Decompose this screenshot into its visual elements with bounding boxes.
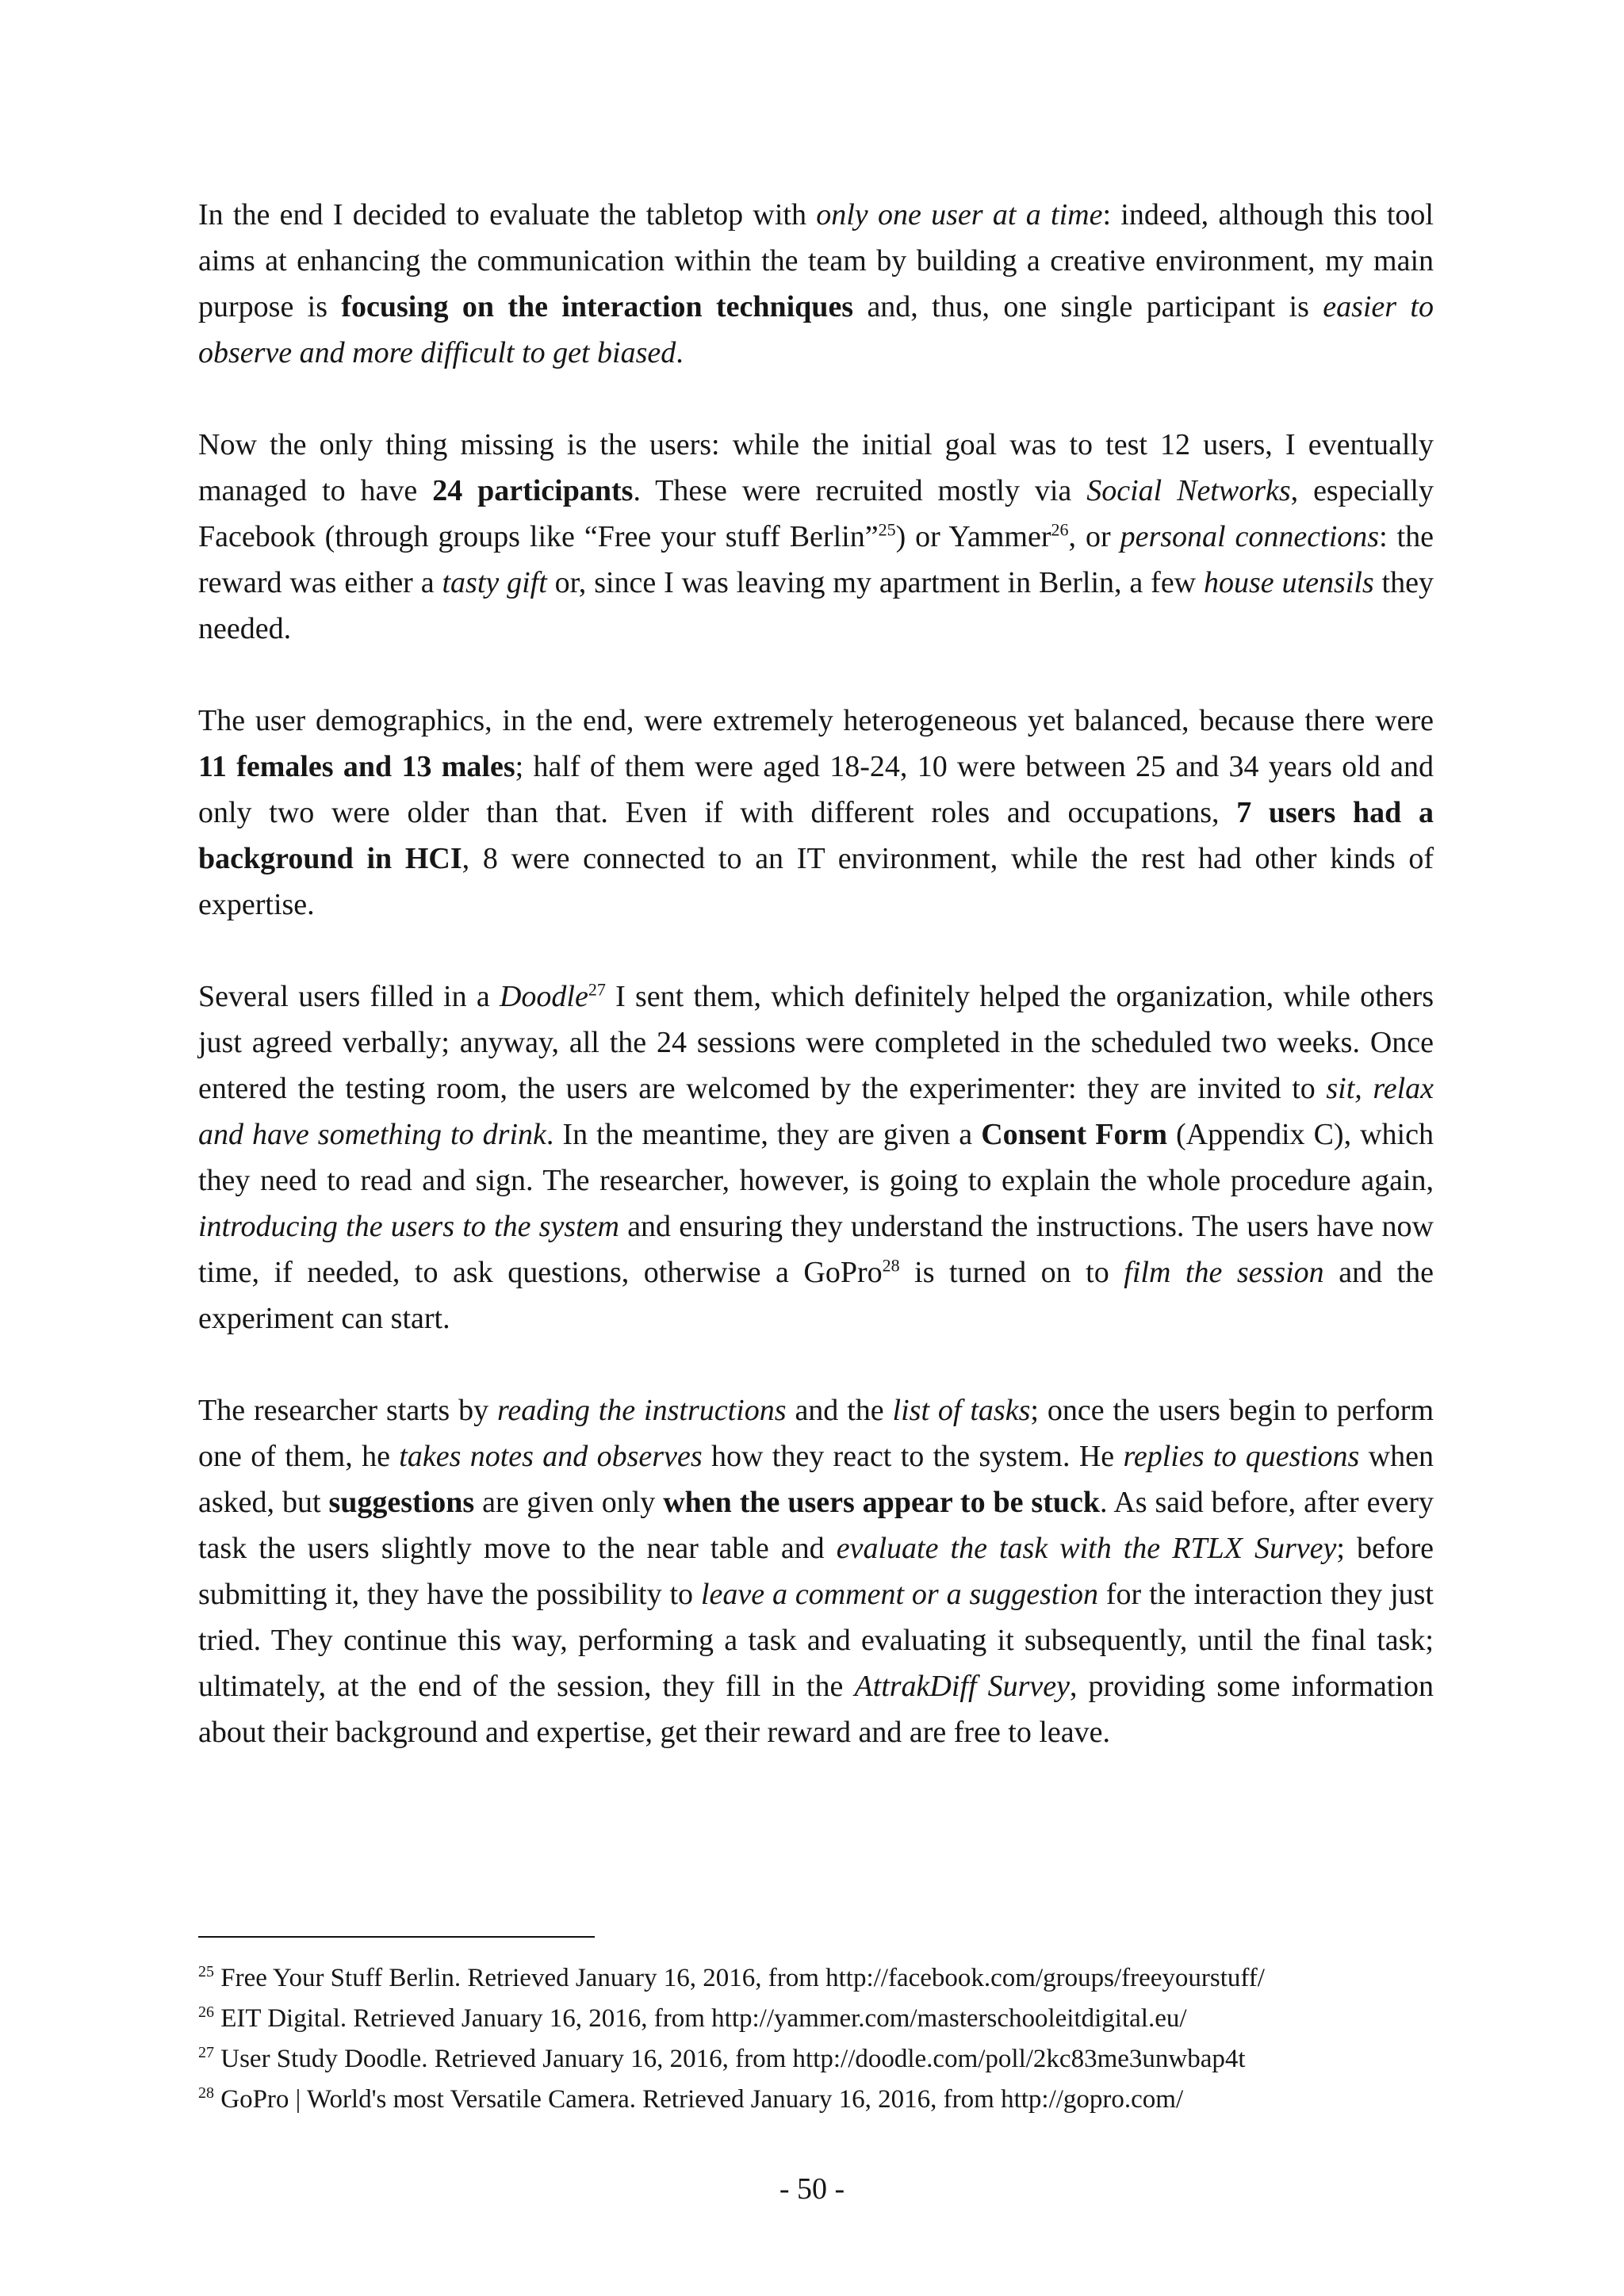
text-run: Now the only thing missing is the users: while the initial goal was to test 12 users, I eventually managed to have (198, 428, 1434, 507)
paragraph-session-start (198, 974, 1434, 1341)
text-run: . These were recruited mostly via (633, 474, 1087, 507)
footnote-text: EIT Digital. Retrieved January 16, 2016, from http://yammer.com/masterschooleitdigital.eu/ (214, 2004, 1187, 2033)
footnote-27 (198, 2039, 1467, 2080)
italic-text: Doodle (499, 980, 588, 1013)
footnote-25 (198, 1958, 1467, 1999)
footnote-26 (198, 1999, 1467, 2039)
text-run: : indeed, although this tool aims at enhancing the communication within the team by building a creative environment, my main purpose is (198, 198, 1434, 323)
main-text (198, 192, 1434, 1801)
italic-text: leave a comment or a suggestion (700, 1578, 1099, 1611)
footnote-text: GoPro | World's most Versatile Camera. Retrieved January 16, 2016, from http://gopro.com/ (214, 2085, 1184, 2114)
text-run: and the (786, 1394, 893, 1427)
text-run: ; once the users begin to perform one of them, he (198, 1394, 1434, 1473)
bold-text: suggestions (328, 1486, 475, 1519)
bold-text: 7 users had a background in HCI (198, 796, 1434, 875)
text-run: . In the meantime, they are given a (546, 1118, 982, 1151)
text-run: Several users filled in a (198, 980, 500, 1013)
footnote-number: 28 (198, 2084, 214, 2102)
paragraph-recruitment (198, 422, 1434, 652)
text-run: and, thus, one single participant is (853, 290, 1323, 323)
italic-text: film the session (1124, 1256, 1324, 1289)
italic-text: takes notes and observes (399, 1440, 703, 1473)
text-run: The user demographics, in the end, were extremely heterogeneous yet balanced, because there were (198, 704, 1434, 737)
text-run: ; before submitting it, they have the possibility to (198, 1532, 1434, 1611)
footnote-divider (198, 1936, 595, 1938)
text-run: is turned on to (899, 1256, 1124, 1289)
text-run: (Appendix C), which they need to read and sign. The researcher, however, is going to explain the whole procedure again, (198, 1118, 1434, 1197)
text-run: or, since I was leaving my apartment in Berlin, a few (546, 566, 1205, 599)
bold-text: Consent Form (981, 1118, 1167, 1151)
italic-text: Social Networks (1086, 474, 1291, 507)
text-run: The researcher starts by (198, 1394, 498, 1427)
text-run: In the end I decided to evaluate the tabletop with (198, 198, 817, 232)
footnote-text: User Study Doodle. Retrieved January 16, 2016, from http://doodle.com/poll/2kc83me3unwbap4t (214, 2045, 1246, 2073)
text-run: , 8 were connected to an IT environment, while the rest had other kinds of expertise. (198, 842, 1434, 921)
paragraph-procedure (198, 1387, 1434, 1755)
bold-text: 11 females and 13 males (198, 750, 515, 783)
italic-text: tasty gift (442, 566, 547, 599)
text-run: ; half of them were aged 18-24, 10 were between 25 and 34 years old and only two were older than that. Even if with different roles and occupations, (198, 750, 1434, 829)
italic-text: easier to observe and more difficult to get biased (198, 290, 1434, 369)
footnote-number: 27 (198, 2044, 214, 2061)
text-run: when asked, but (198, 1440, 1434, 1519)
text-run: how they react to the system. He (702, 1440, 1124, 1473)
text-run: . (676, 336, 684, 369)
italic-text: list of tasks (892, 1394, 1031, 1427)
footnote-text: Free Your Stuff Berlin. Retrieved January 16, 2016, from http://facebook.com/groups/freeyourstuff/ (214, 1964, 1265, 1992)
footnote-28 (198, 2080, 1467, 2120)
italic-text: sit, relax and have something to drink (198, 1072, 1434, 1151)
text-run: , providing some information about their background and expertise, get their reward and are free to leave. (198, 1670, 1434, 1749)
footnote-number: 26 (198, 2003, 214, 2021)
italic-text: personal connections (1120, 520, 1380, 553)
text-run: for the interaction they just tried. They continue this way, performing a task and evaluating it subsequently, until the final task; ultimately, at the end of the session, they fill in the (198, 1578, 1434, 1703)
italic-text: reading the instructions (497, 1394, 787, 1427)
text-run: they needed. (198, 566, 1434, 645)
footnote-reference: 25 (878, 519, 896, 540)
italic-text: only one user at a time (816, 198, 1103, 232)
footnote-reference: 26 (1051, 519, 1069, 540)
text-run: and the experiment can start. (198, 1256, 1434, 1335)
text-run: ) or Yammer (895, 520, 1051, 553)
italic-text: evaluate the task with the RTLX Survey (836, 1532, 1337, 1565)
text-run: , especially Facebook (through groups like “Free your stuff Berlin” (198, 474, 1434, 553)
footnote-reference: 28 (882, 1255, 900, 1276)
italic-text: house utensils (1204, 566, 1374, 599)
italic-text: introducing the users to the system (198, 1210, 619, 1243)
italic-text: AttrakDiff Survey (854, 1670, 1070, 1703)
text-run: I sent them, which definitely helped the organization, while others just agreed verbally; anyway, all the 24 sessions were completed in the scheduled two weeks. Once entered the testing room, the users are welcomed by the experimenter: they are invited to (198, 980, 1434, 1105)
bold-text: 24 participants (432, 474, 634, 507)
text-run: , or (1068, 520, 1120, 553)
text-run: and ensuring they understand the instructions. The users have now time, if needed, to ask questions, otherwise a GoPro (198, 1210, 1434, 1289)
bold-text: when the users appear to be stuck (663, 1486, 1101, 1519)
text-run: . As said before, after every task the users slightly move to the near table and (198, 1486, 1434, 1565)
text-run: are given only (474, 1486, 664, 1519)
footnote-number: 25 (198, 1963, 214, 1980)
paragraph-demographics (198, 698, 1434, 928)
footnote-reference: 27 (588, 979, 606, 1000)
bold-text: focusing on the interaction techniques (341, 290, 854, 323)
footnotes (198, 1958, 1467, 2120)
paragraph-evaluation-setup (198, 192, 1434, 376)
italic-text: replies to questions (1123, 1440, 1360, 1473)
page-number: - 50 - (779, 2172, 845, 2206)
text-run: : the reward was either a (198, 520, 1434, 599)
